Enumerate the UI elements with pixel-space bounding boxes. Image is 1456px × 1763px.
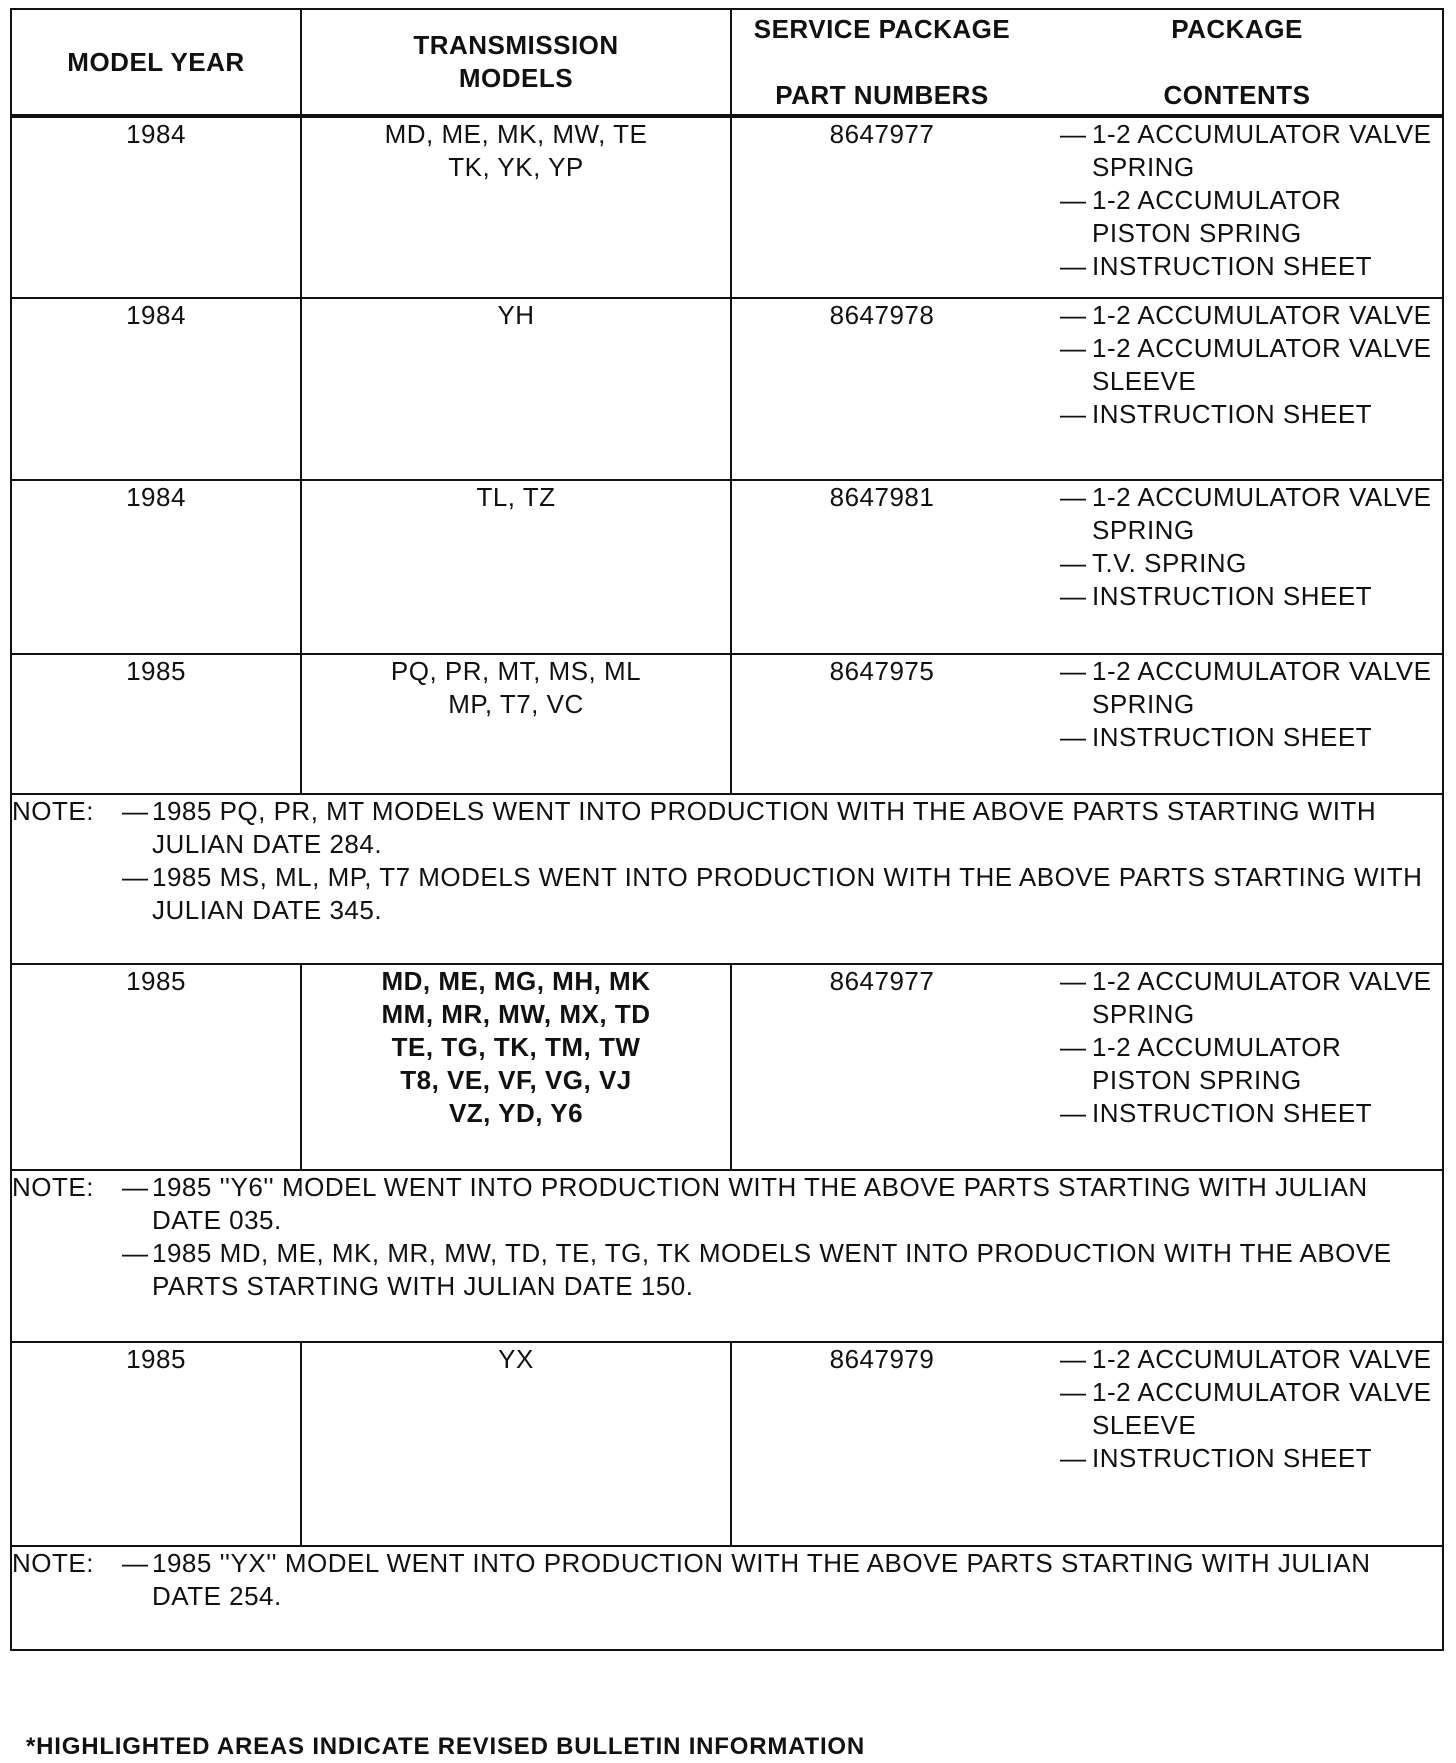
- note-cell: [11, 794, 1443, 964]
- table-row: [11, 480, 1443, 654]
- transmission-models-cell: YH: [301, 298, 731, 480]
- list-item: — INSTRUCTION SHEET: [1060, 721, 1442, 754]
- note-list: [122, 1547, 1442, 1613]
- note-row: [11, 794, 1443, 964]
- note-row: [11, 1546, 1443, 1650]
- list-item: — 1985 MD, ME, MK, MR, MW, TD, TE, TG, TK MODELS WENT INTO PRODUCTION WITH THE ABOVE PARTS STARTING WITH JULIAN DATE 150.: [122, 1237, 1442, 1303]
- package-contents-list: [1032, 655, 1442, 754]
- note-cell: [11, 1546, 1443, 1650]
- part-number: 8647979: [829, 1344, 935, 1374]
- table-header-row: [11, 9, 1443, 116]
- list-item: — INSTRUCTION SHEET: [1060, 250, 1442, 283]
- note-row: [11, 1170, 1443, 1342]
- service-package-cell: [731, 480, 1443, 654]
- table-row: [11, 1342, 1443, 1546]
- header-service-package: [731, 9, 1443, 116]
- package-contents-list: [1032, 481, 1442, 613]
- part-number: 8647977: [829, 966, 935, 996]
- list-item: — INSTRUCTION SHEET: [1060, 1097, 1442, 1130]
- list-item: — 1-2 ACCUMULATOR VALVE SPRING: [1060, 655, 1442, 721]
- service-package-cell: [731, 116, 1443, 298]
- service-package-cell: [731, 1342, 1443, 1546]
- list-item: — 1-2 ACCUMULATOR VALVE SPRING: [1060, 118, 1442, 184]
- list-item: — 1-2 ACCUMULATOR VALVE: [1060, 1343, 1442, 1376]
- list-item: — INSTRUCTION SHEET: [1060, 398, 1442, 431]
- model-year-cell: 1984: [11, 480, 301, 654]
- list-item: — INSTRUCTION SHEET: [1060, 580, 1442, 613]
- transmission-models-cell: MD, ME, MK, MW, TE TK, YK, YP: [301, 116, 731, 298]
- model-year-cell: 1984: [11, 298, 301, 480]
- revision-footnote: *HIGHLIGHTED AREAS INDICATE REVISED BULLETIN INFORMATION: [26, 1733, 866, 1760]
- list-item: — 1985 PQ, PR, MT MODELS WENT INTO PRODUCTION WITH THE ABOVE PARTS STARTING WITH JULIAN DATE 284.: [122, 795, 1442, 861]
- header-model-year: MODEL YEAR: [11, 9, 301, 116]
- table-row: [11, 298, 1443, 480]
- list-item: — 1-2 ACCUMULATOR VALVE SLEEVE: [1060, 1376, 1442, 1442]
- header-package-contents: PACKAGE CONTENTS: [1163, 13, 1311, 110]
- part-number: 8647977: [829, 119, 935, 149]
- list-item: — 1-2 ACCUMULATOR VALVE SPRING: [1060, 965, 1442, 1031]
- list-item: — 1-2 ACCUMULATOR PISTON SPRING: [1060, 184, 1442, 250]
- transmission-models-cell: YX: [301, 1342, 731, 1546]
- service-package-cell: [731, 298, 1443, 480]
- part-number: 8647981: [829, 482, 935, 512]
- transmission-models-cell: TL, TZ: [301, 480, 731, 654]
- model-year-cell: 1984: [11, 116, 301, 298]
- list-item: — 1985 ''YX'' MODEL WENT INTO PRODUCTION WITH THE ABOVE PARTS STARTING WITH JULIAN DATE 254.: [122, 1547, 1442, 1613]
- list-item: — 1-2 ACCUMULATOR VALVE SLEEVE: [1060, 332, 1442, 398]
- package-contents-list: [1032, 1343, 1442, 1475]
- transmission-models-cell: PQ, PR, MT, MS, ML MP, T7, VC: [301, 654, 731, 794]
- list-item: — 1-2 ACCUMULATOR VALVE SPRING: [1060, 481, 1442, 547]
- note-list: [122, 1171, 1442, 1303]
- package-contents-list: [1032, 965, 1442, 1130]
- transmission-models-cell: MD, ME, MG, MH, MK MM, MR, MW, MX, TD TE, TG, TK, TM, TW T8, VE, VF, VG, VJ VZ, YD, Y6: [301, 964, 731, 1170]
- part-number: 8647975: [829, 656, 935, 686]
- table-row: [11, 654, 1443, 794]
- header-part-numbers: SERVICE PACKAGE PART NUMBERS: [753, 13, 1011, 110]
- table-row: [11, 116, 1443, 298]
- list-item: — 1985 ''Y6'' MODEL WENT INTO PRODUCTION WITH THE ABOVE PARTS STARTING WITH JULIAN DATE 035.: [122, 1171, 1442, 1237]
- list-item: — INSTRUCTION SHEET: [1060, 1442, 1442, 1475]
- note-cell: [11, 1170, 1443, 1342]
- model-year-cell: 1985: [11, 1342, 301, 1546]
- service-package-table: [10, 8, 1444, 1651]
- part-number: 8647978: [829, 300, 935, 330]
- list-item: — 1-2 ACCUMULATOR VALVE: [1060, 299, 1442, 332]
- note-label: NOTE:: [12, 796, 94, 826]
- header-transmission-models: TRANSMISSION MODELS: [301, 9, 731, 116]
- package-contents-list: [1032, 118, 1442, 283]
- service-package-cell: [731, 964, 1443, 1170]
- package-contents-list: [1032, 299, 1442, 431]
- note-label: NOTE:: [12, 1172, 94, 1202]
- note-list: [122, 795, 1442, 927]
- list-item: — T.V. SPRING: [1060, 547, 1442, 580]
- note-label: NOTE:: [12, 1548, 94, 1578]
- list-item: — 1-2 ACCUMULATOR PISTON SPRING: [1060, 1031, 1442, 1097]
- list-item: — 1985 MS, ML, MP, T7 MODELS WENT INTO PRODUCTION WITH THE ABOVE PARTS STARTING WITH JULIAN DATE 345.: [122, 861, 1442, 927]
- service-package-cell: [731, 654, 1443, 794]
- table-row: [11, 964, 1443, 1170]
- model-year-cell: 1985: [11, 964, 301, 1170]
- model-year-cell: 1985: [11, 654, 301, 794]
